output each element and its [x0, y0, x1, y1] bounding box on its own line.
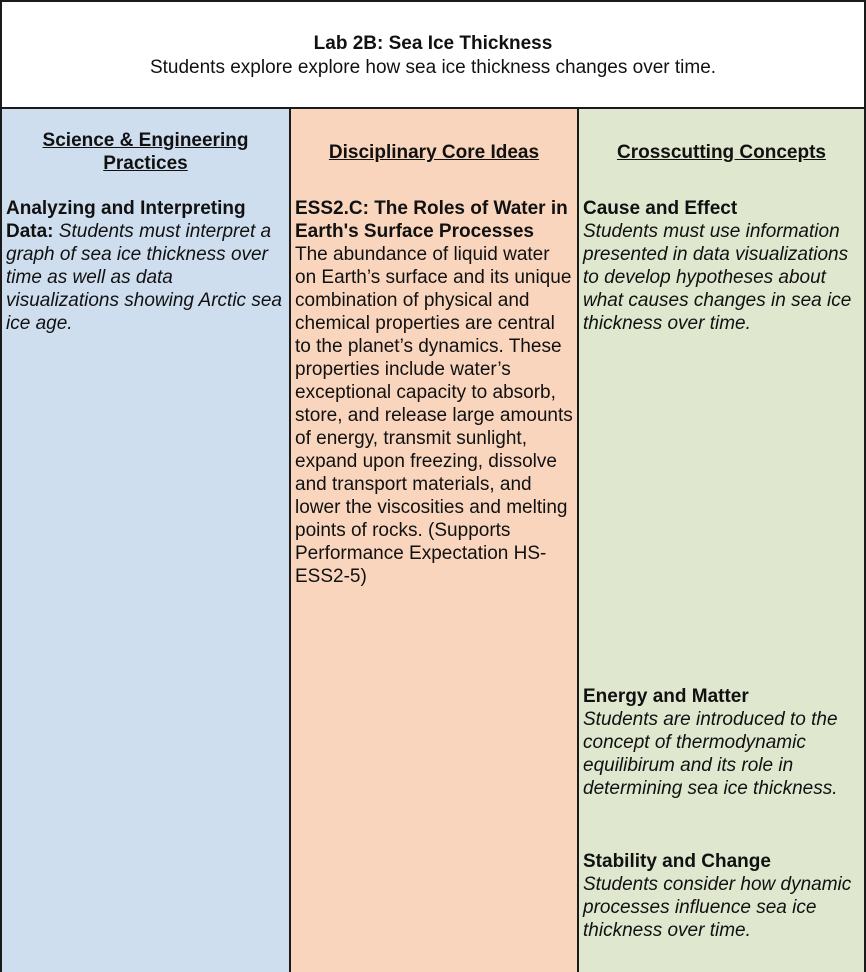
crosscutting-item-energy-matter: [583, 685, 862, 800]
crosscutting-column: [579, 109, 864, 972]
practices-item-body: Students must interpret a graph of sea ice thickness over time as well as data visualizations showing Arctic sea ice age.: [6, 221, 282, 334]
crosscutting-item-cause-effect: [583, 197, 862, 335]
core-ideas-item-title: ESS2.C: The Roles of Water in Earth's Surface Processes: [295, 198, 568, 242]
crosscutting-item-title: Energy and Matter: [583, 686, 749, 707]
practices-heading: Science & Engineering Practices: [42, 130, 249, 174]
crosscutting-item-title: Cause and Effect: [583, 198, 738, 219]
crosscutting-item-body: Students consider how dynamic processes influence sea ice thickness over time.: [583, 874, 852, 941]
core-ideas-heading: Disciplinary Core Ideas: [328, 142, 540, 163]
lab-title: Lab 2B: Sea Ice Thickness: [313, 33, 553, 54]
crosscutting-heading: Crosscutting Concepts: [616, 142, 827, 163]
crosscutting-item-stability-change: [583, 850, 862, 942]
core-ideas-item: [295, 197, 575, 588]
practices-item-title: Analyzing and Interpreting Data:: [6, 198, 246, 242]
crosscutting-item-body: Students must use information presented in data visualizations to develop hypotheses about what causes changes in sea ice thickness over time.: [583, 221, 852, 334]
core-ideas-item-body: The abundance of liquid water on Earth’s surface and its unique combination of physical and chemical properties are central to the planet’s dynamics. These properties include water’s exceptional capacity to absorb, store, and release large amounts of energy, transmit sunlight, expand upon freezing, dissolve and transport materials, and lower the viscosities and melting points of rocks. (Supports Performance Expectation HS-ESS2-5): [295, 244, 573, 587]
lab-subtitle: Students explore explore how sea ice thickness changes over time.: [149, 57, 717, 78]
table-header: [2, 2, 864, 109]
core-ideas-column: [291, 109, 579, 972]
crosscutting-item-body: Students are introduced to the concept of thermodynamic equilibirum and its role in determining sea ice thickness.: [583, 709, 838, 799]
practices-column: [2, 109, 291, 972]
crosscutting-item-title: Stability and Change: [583, 851, 771, 872]
practices-item: [6, 197, 287, 335]
